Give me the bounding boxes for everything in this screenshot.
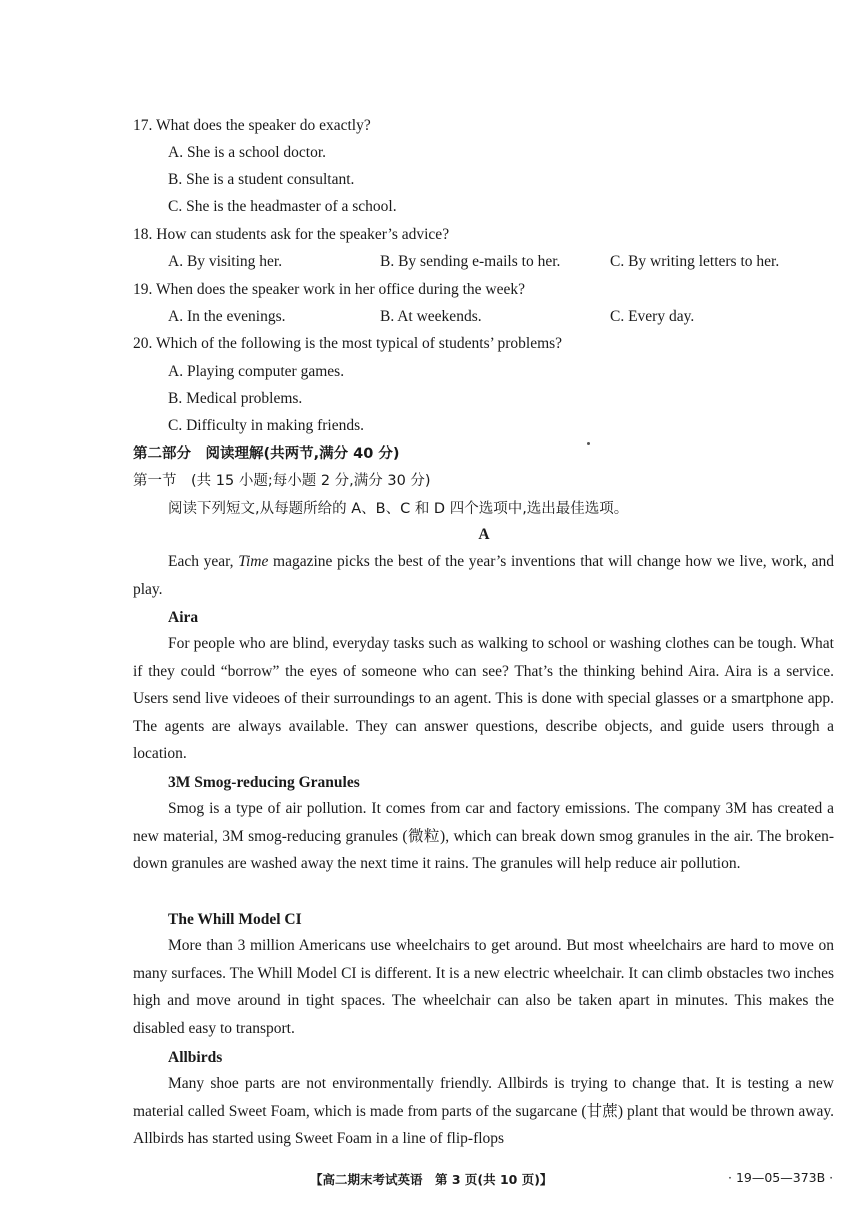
- invention-text-whill: More than 3 million Americans use wheelchairs to get around. But most wheelchairs are hard to move on many surfaces. The Whill Model CI is different. It is a new electric wheelchair. It can climb obstacles two inches high and move around in tight spaces. The wheelchair can also be taken apart in minutes. This makes the disabled easy to transport.: [133, 937, 834, 1037]
- question-19-option-b: B. At weekends.: [380, 308, 482, 325]
- question-17-option-c: C. She is the headmaster of a school.: [168, 198, 397, 215]
- scan-speck: [587, 442, 590, 445]
- invention-text-aira: For people who are blind, everyday tasks such as walking to school or washing clothes can be tough. What if they could “borrow” the eyes of someone who can see? That’s the thinking behind Aira. Aira is a service. Users send live videoes of their surroundings to an agent. This is done with special glasses or a smartphone app. The agents are always available. They can answer questions, describe objects, and guide users through a location.: [133, 635, 834, 762]
- question-19-option-a: A. In the evenings.: [168, 308, 286, 325]
- invention-text-3m: Smog is a type of air pollution. It comes from car and factory emissions. The company 3M has created a new material, 3M smog-reducing granules (微粒), which can break down smog granules in the air. The broken-down granules are washed away the next time it rains. The granules will help reduce air pollution.: [133, 800, 834, 872]
- intro-text-end: magazine picks the best of the year’s inventions that will change how we live, work, and play.: [133, 553, 834, 598]
- passage-intro: [133, 548, 834, 603]
- invention-heading-aira: Aira: [168, 609, 199, 626]
- part-two-title: 第二部分 阅读理解(共两节,满分 40 分): [133, 446, 400, 462]
- question-18-option-a: A. By visiting her.: [168, 253, 283, 270]
- question-17-stem: 17. What does the speaker do exactly?: [133, 117, 371, 134]
- question-17-option-b: B. She is a student consultant.: [168, 171, 355, 188]
- question-18-option-c: C. By writing letters to her.: [610, 253, 780, 270]
- question-20-stem: 20. Which of the following is the most typical of students’ problems?: [133, 335, 563, 352]
- reading-instruction: 阅读下列短文,从每题所给的 A、B、C 和 D 四个选项中,选出最佳选项。: [168, 501, 629, 517]
- question-19-stem: 19. When does the speaker work in her office during the week?: [133, 281, 525, 298]
- question-20-option-a: A. Playing computer games.: [168, 363, 345, 380]
- page-footer: 【高二期末考试英语 第 3 页(共 10 页)】: [310, 1172, 553, 1187]
- question-18-stem: 18. How can students ask for the speaker’s advice?: [133, 226, 450, 243]
- passage-letter: A: [478, 526, 490, 543]
- exam-code: · 19—05—373B ·: [728, 1170, 834, 1185]
- question-17-option-a: A. She is a school doctor.: [168, 144, 326, 161]
- invention-heading-whill: The Whill Model CI: [168, 911, 302, 928]
- section-one-title: 第一节 (共 15 小题;每小题 2 分,满分 30 分): [133, 473, 431, 489]
- invention-heading-allbirds: Allbirds: [168, 1049, 223, 1066]
- question-18-option-b: B. By sending e-mails to her.: [380, 253, 561, 270]
- question-20-option-c: C. Difficulty in making friends.: [168, 417, 365, 434]
- invention-heading-3m: 3M Smog-reducing Granules: [168, 774, 360, 791]
- intro-text-start: Each year,: [168, 553, 239, 570]
- question-20-option-b: B. Medical problems.: [168, 390, 303, 407]
- magazine-title: Time: [238, 553, 269, 570]
- question-19-option-c: C. Every day.: [610, 308, 695, 325]
- invention-text-allbirds: Many shoe parts are not environmentally friendly. Allbirds is trying to change that. It is testing a new material called Sweet Foam, which is made from parts of the sugarcane (甘蔗) plant that would be thrown away. Allbirds has started using Sweet Foam in a line of flip-flops: [133, 1075, 834, 1147]
